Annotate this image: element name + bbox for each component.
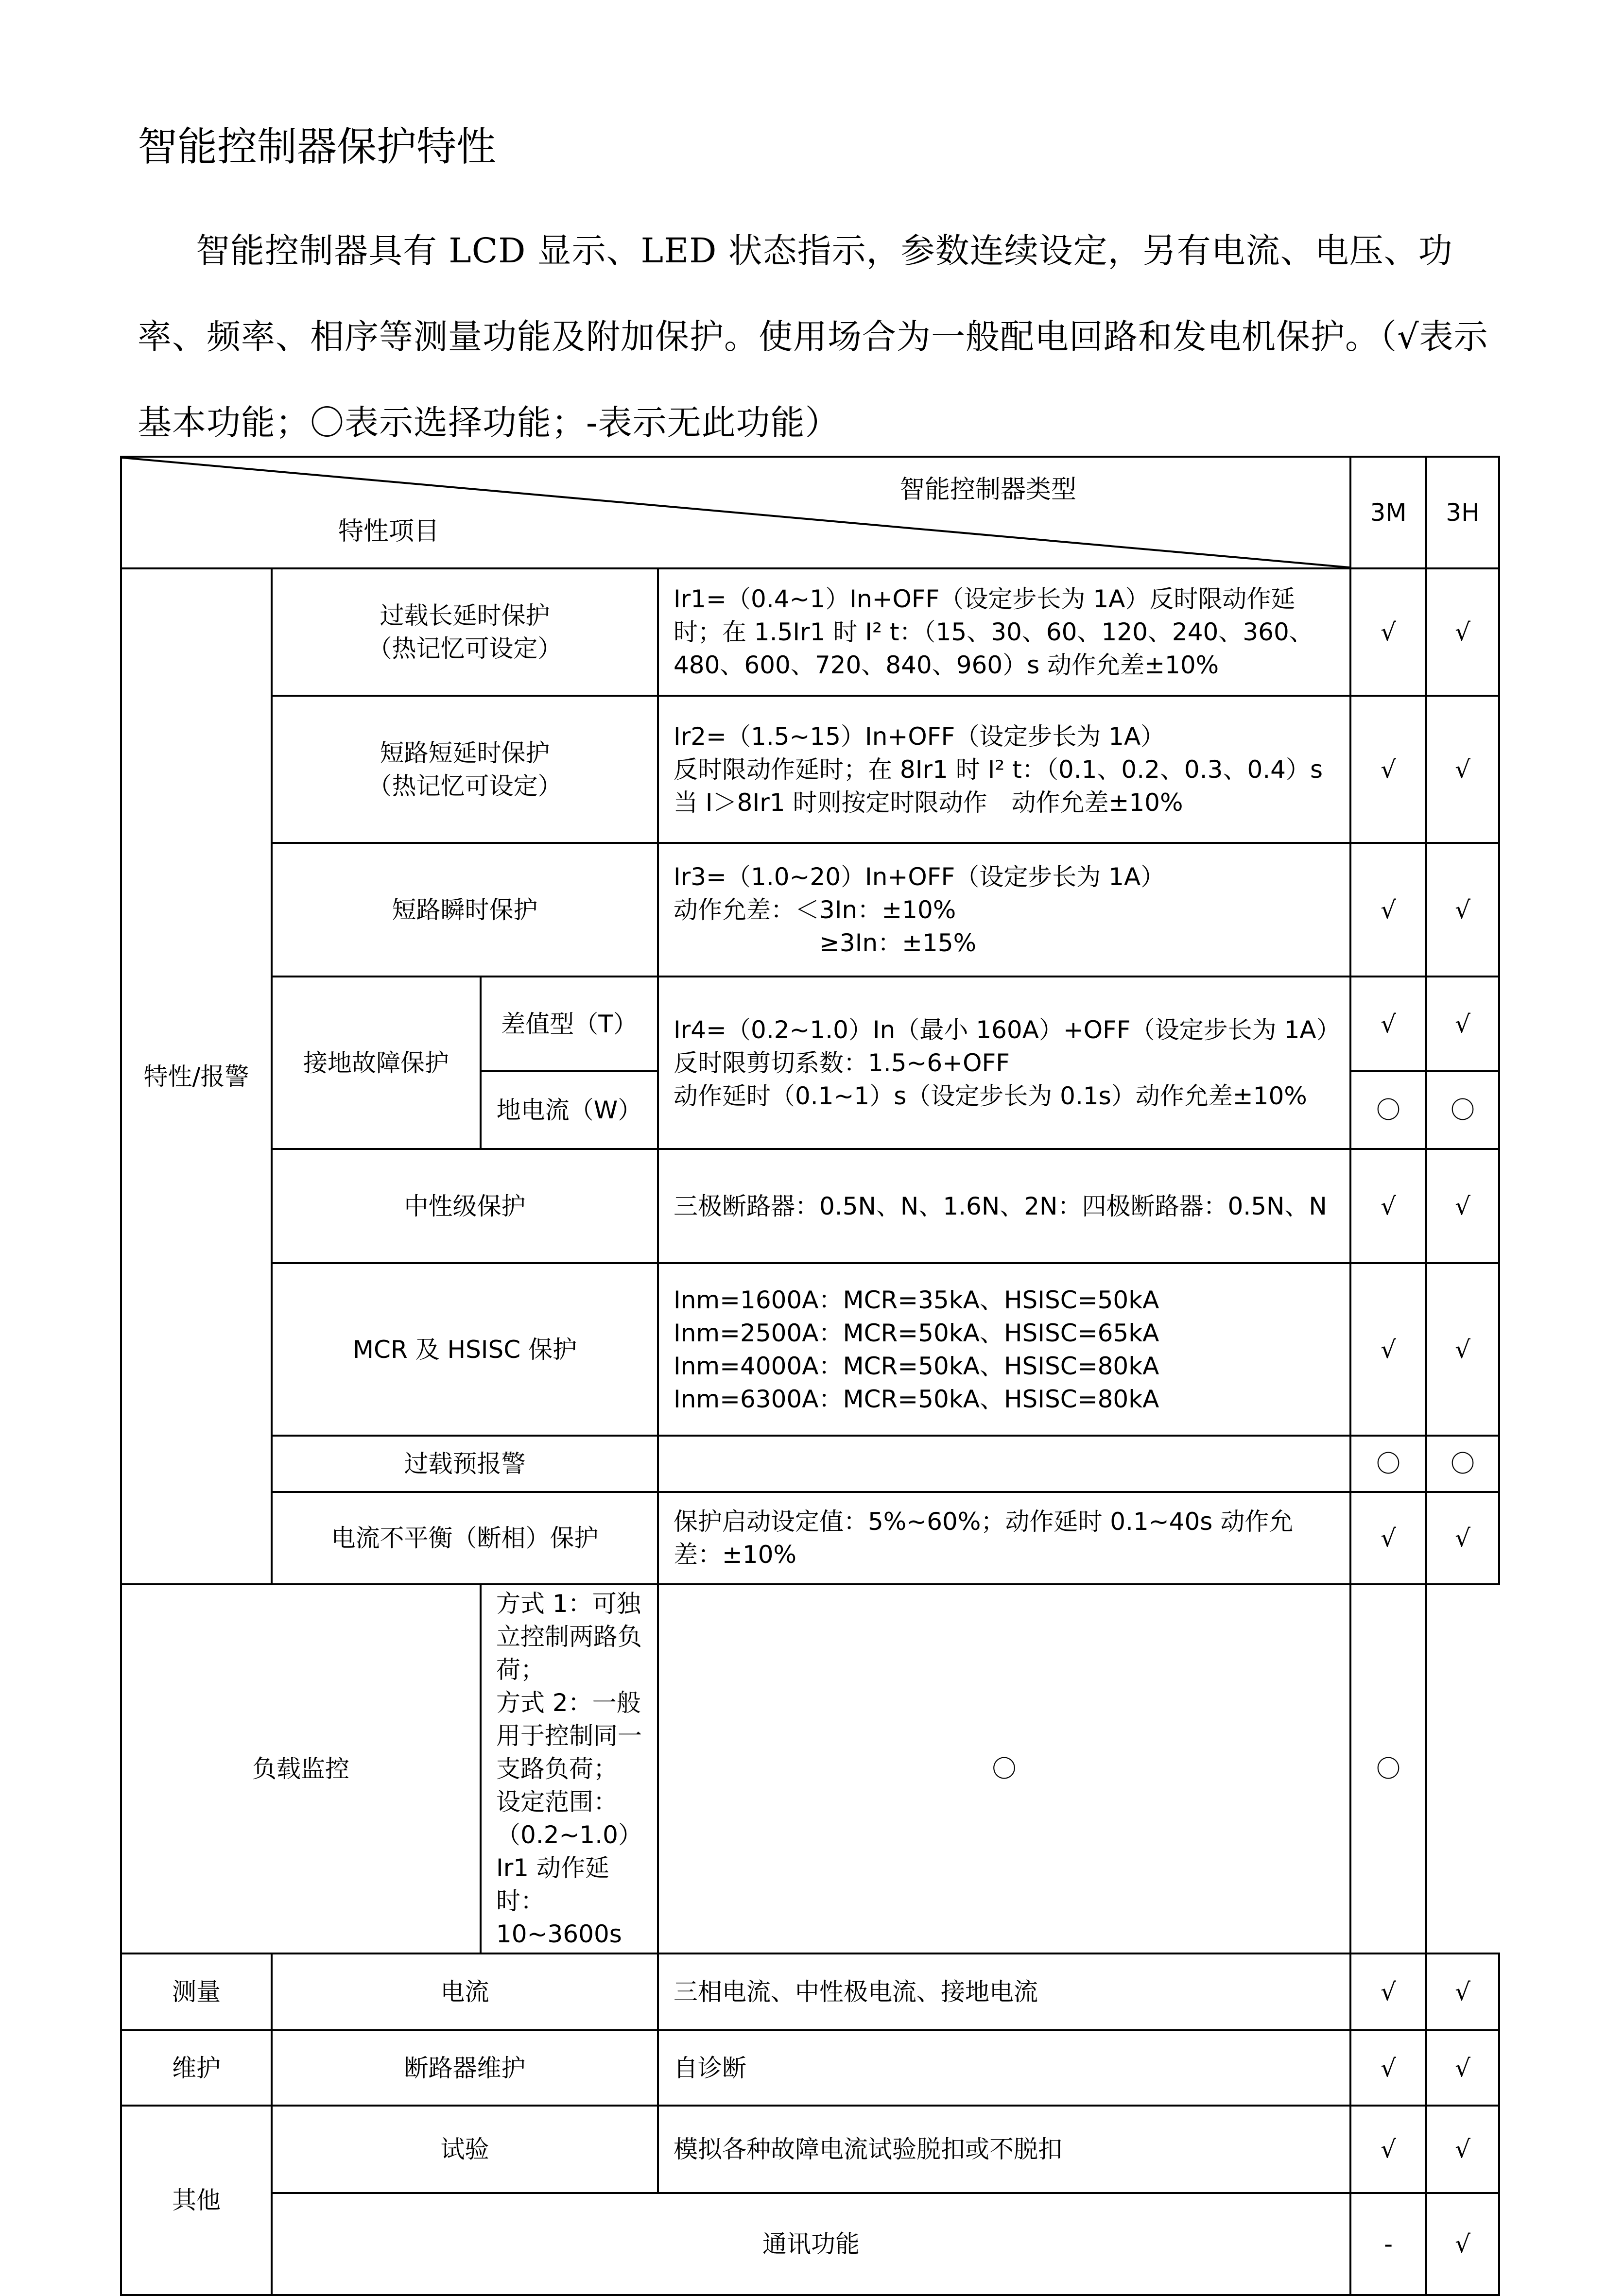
description-cell: Ir3=（1.0~20）In+OFF（设定步长为 1A） 动作允差：＜3In：±10% ≥3In：±15% (658, 843, 1350, 977)
table-row (121, 2030, 1499, 2106)
table-row (121, 1584, 1499, 1953)
mark-3h: √ (1426, 2030, 1499, 2106)
group-maintain: 维护 (121, 2030, 272, 2106)
subtype-cell: 差值型（T） (481, 977, 658, 1071)
mark-3m: 〇 (658, 1584, 1350, 1953)
mark-3h: √ (1426, 977, 1499, 1071)
group-other: 其他 (121, 2106, 272, 2295)
mark-3m: √ (1350, 1149, 1426, 1263)
table-row (121, 696, 1499, 843)
mark-3m: √ (1350, 696, 1426, 843)
mark-3m: 〇 (1350, 1071, 1426, 1149)
group-protection: 特性/报警 (121, 568, 272, 1584)
description-cell: 方式 1：可独立控制两路负荷； 方式 2：一般用于控制同一支路负荷； 设定范围：（0.2~1.0）Ir1 动作延时：10~3600s (481, 1584, 658, 1953)
feature-cell: 短路短延时保护 （热记忆可设定） (272, 696, 658, 843)
mark-3h: √ (1426, 1263, 1499, 1436)
mark-3h: √ (1426, 2193, 1499, 2295)
feature-cell: 断路器维护 (272, 2030, 658, 2106)
diagonal-header-cell (121, 457, 1350, 568)
mark-3h: √ (1426, 2106, 1499, 2193)
table-row (121, 1149, 1499, 1263)
mark-3m: √ (1350, 1953, 1426, 2030)
mark-3m: 〇 (1350, 1436, 1426, 1492)
mark-3h: 〇 (1426, 1436, 1499, 1492)
feature-cell: 接地故障保护 (272, 977, 481, 1149)
feature-cell: 电流 (272, 1953, 658, 2030)
mark-3h: 〇 (1350, 1584, 1426, 1953)
mark-3m: √ (1350, 843, 1426, 977)
description-cell: 三相电流、中性极电流、接地电流 (658, 1953, 1350, 2030)
feature-cell: 电流不平衡（断相）保护 (272, 1492, 658, 1584)
feature-cell: 试验 (272, 2106, 658, 2193)
table-row (121, 1436, 1499, 1492)
mark-3m: √ (1350, 1492, 1426, 1584)
table-row (121, 843, 1499, 977)
feature-cell: 负载监控 (121, 1584, 481, 1953)
diagonal-line (122, 458, 1349, 567)
mark-3h: √ (1426, 1492, 1499, 1584)
table-row (121, 2106, 1499, 2193)
controller-type-label: 智能控制器类型 (899, 475, 1077, 504)
description-cell: 三极断路器：0.5N、N、1.6N、2N：四极断路器：0.5N、N (658, 1149, 1350, 1263)
intro-paragraph: 智能控制器具有 LCD 显示、LED 状态指示，参数连续设定，另有电流、电压、功率、频率、相序等测量功能及附加保护。使用场合为一般配电回路和发电机保护。（√表示基本功能；〇表示选择功能；-表示无此功能） (138, 231, 1488, 443)
mark-3m: √ (1350, 2106, 1426, 2193)
table-row (121, 977, 1499, 1071)
col-3m-header: 3M (1350, 457, 1426, 568)
table-row (121, 1263, 1499, 1436)
feature-cell: 通讯功能 (272, 2193, 1350, 2295)
description-cell (658, 1436, 1350, 1492)
description-cell: Ir2=（1.5~15）In+OFF（设定步长为 1A） 反时限动作延时；在 8Ir1 时 I² t：（0.1、0.2、0.3、0.4）s 当 I＞8Ir1 时则按定时限动作 动作允差±10% (658, 696, 1350, 843)
mark-3m: √ (1350, 1263, 1426, 1436)
feature-cell: 过载预报警 (272, 1436, 658, 1492)
table-row (121, 2193, 1499, 2295)
description-cell: Inm=1600A：MCR=35kA、HSISC=50kA Inm=2500A：MCR=50kA、HSISC=65kA Inm=4000A：MCR=50kA、HSISC=80kA Inm=6300A：MCR=50kA、HSISC=80kA (658, 1263, 1350, 1436)
table-row (121, 568, 1499, 696)
description-cell: 自诊断 (658, 2030, 1350, 2106)
description-cell: Ir1=（0.4~1）In+OFF（设定步长为 1A）反时限动作延时；在 1.5Ir1 时 I² t：（15、30、60、120、240、360、480、600、720、840、960）s 动作允差±10% (658, 568, 1350, 696)
item-label: 特性项目 (338, 517, 440, 546)
mark-3m: √ (1350, 568, 1426, 696)
mark-3h: √ (1426, 1149, 1499, 1263)
table-row (121, 1953, 1499, 2030)
mark-3m: √ (1350, 2030, 1426, 2106)
feature-cell: MCR 及 HSISC 保护 (272, 1263, 658, 1436)
description-cell: Ir4=（0.2~1.0）In（最小 160A）+OFF（设定步长为 1A） 反时限剪切系数：1.5~6+OFF 动作延时（0.1~1）s（设定步长为 0.1s）动作允差±10% (658, 977, 1350, 1149)
page-title: 智能控制器保护特性 (138, 124, 497, 170)
mark-3h: √ (1426, 843, 1499, 977)
table-header-row (121, 457, 1499, 568)
mark-3m: √ (1350, 977, 1426, 1071)
description-cell: 保护启动设定值：5%~60%；动作延时 0.1~40s 动作允差：±10% (658, 1492, 1350, 1584)
col-3h-header: 3H (1426, 457, 1499, 568)
mark-3m: - (1350, 2193, 1426, 2295)
feature-cell: 过载长延时保护 （热记忆可设定） (272, 568, 658, 696)
mark-3h: √ (1426, 696, 1499, 843)
feature-cell: 短路瞬时保护 (272, 843, 658, 977)
table-row (121, 1492, 1499, 1584)
mark-3h: √ (1426, 1953, 1499, 2030)
mark-3h: √ (1426, 568, 1499, 696)
description-cell: 模拟各种故障电流试验脱扣或不脱扣 (658, 2106, 1350, 2193)
mark-3h: 〇 (1426, 1071, 1499, 1149)
protection-table (120, 456, 1500, 2296)
feature-cell: 中性级保护 (272, 1149, 658, 1263)
group-measure: 测量 (121, 1953, 272, 2030)
subtype-cell: 地电流（W） (481, 1071, 658, 1149)
